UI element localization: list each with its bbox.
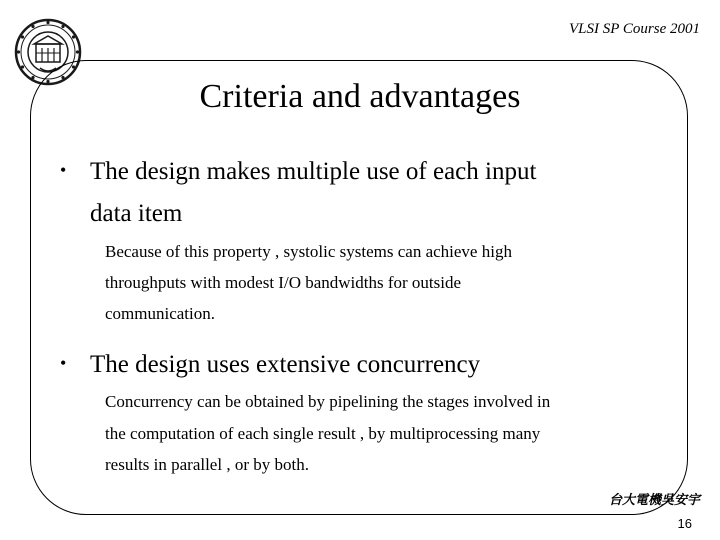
page-number: 16 <box>677 516 692 531</box>
bullet-1-detail-line: communication. <box>105 304 216 323</box>
bullet-dot: • <box>60 353 67 373</box>
bullet-2-detail-line: Concurrency can be obtained by pipelining the stages involved in <box>105 392 551 411</box>
bullet-1-text: The design makes multiple use of each input <box>90 158 537 185</box>
bullet-1-continuation: data item <box>90 200 183 227</box>
slide-title: Criteria and advantages <box>199 78 521 115</box>
bullet-2 <box>60 351 480 379</box>
bullet-1-detail-line: throughputs with modest I/O bandwidths for outside <box>105 273 462 292</box>
bullet-2-detail-line: the computation of each single result , by multiprocessing many <box>105 424 541 443</box>
bullet-2-text: The design uses extensive concurrency <box>90 351 481 378</box>
bullet-1-detail-line: Because of this property , systolic systems can achieve high <box>105 242 512 261</box>
bullet-dot: • <box>60 160 67 180</box>
author-signature: 台大電機吳安宇 <box>608 493 700 508</box>
course-label: VLSI SP Course 2001 <box>569 21 700 37</box>
bullet-2-detail-line: results in parallel , or by both. <box>105 455 309 474</box>
bullet-1 <box>60 158 536 186</box>
